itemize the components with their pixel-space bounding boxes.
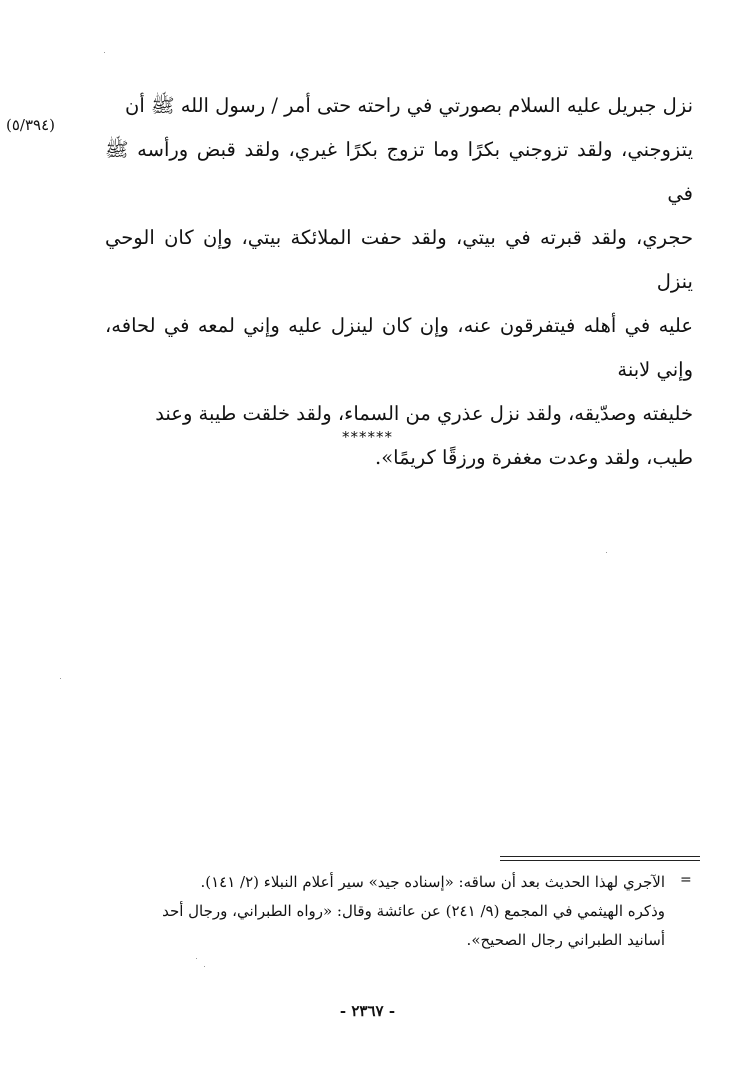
section-separator: ****** bbox=[342, 428, 393, 446]
margin-reference: (٥/٣٩٤) bbox=[6, 116, 55, 134]
scan-speck bbox=[60, 678, 61, 679]
footnote-line: أسانيد الطبراني رجال الصحيح». bbox=[466, 931, 665, 949]
text-line: يتزوجني، ولقد تزوجني بكرًا وما تزوج بكرًا غيري، ولقد قبض ورأسه ﷺ في bbox=[105, 138, 693, 205]
text-line: طيب، ولقد وعدت مغفرة ورزقًا كريمًا». bbox=[375, 446, 693, 469]
scan-speck bbox=[204, 966, 205, 967]
footnotes bbox=[100, 868, 665, 955]
text-line: حجري، ولقد قبرته في بيتي، ولقد حفت الملائكة بيتي، وإن كان الوحي ينزل bbox=[105, 226, 693, 293]
footnote-divider-secondary bbox=[500, 860, 700, 861]
footnote-divider bbox=[500, 856, 700, 857]
text-line: عليه في أهله فيتفرقون عنه، وإن كان لينزل عليه وإني لمعه في لحافه، وإني لابنة bbox=[105, 314, 693, 381]
footnote-line: الآجري لهذا الحديث بعد أن ساقه: «إسناده جيد» سير أعلام النبلاء (٢/ ١٤١). bbox=[200, 873, 665, 891]
text-line: خليفته وصدّيقه، ولقد نزل عذري من السماء، ولقد خلقت طيبة وعند bbox=[155, 402, 693, 425]
page-number: - ٢٣٦٧ - bbox=[339, 1002, 396, 1020]
main-text bbox=[105, 84, 693, 480]
footnote-line: وذكره الهيثمي في المجمع (٩/ ٢٤١) عن عائشة وقال: «رواه الطبراني، ورجال أحد bbox=[162, 902, 665, 920]
scan-speck bbox=[196, 958, 197, 959]
text-line: نزل جبريل عليه السلام بصورتي في راحته حتى أمر / رسول الله ﷺ أن bbox=[125, 94, 693, 117]
footnote-continuation-mark: = bbox=[680, 872, 692, 888]
scan-speck bbox=[606, 552, 607, 553]
scan-speck bbox=[104, 52, 105, 53]
